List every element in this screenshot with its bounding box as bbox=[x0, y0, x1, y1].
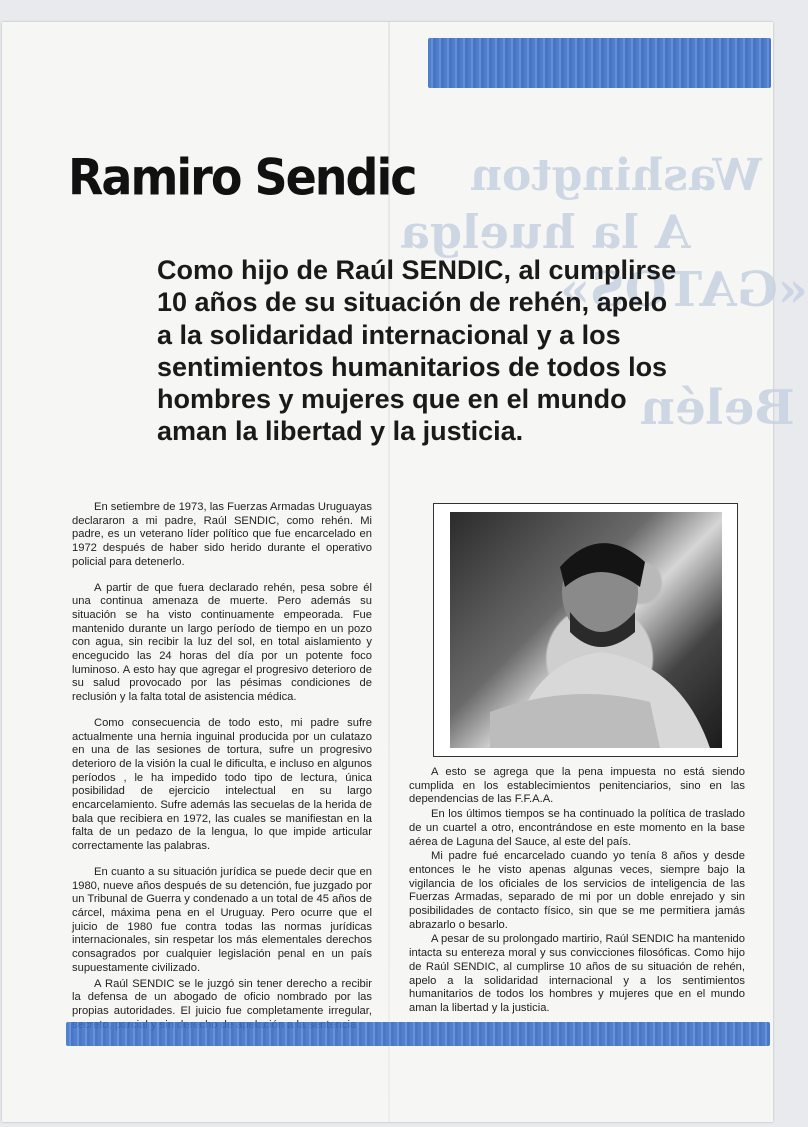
decorative-blue-band bbox=[66, 1022, 770, 1046]
left-text-column bbox=[72, 501, 372, 1044]
right-text-column bbox=[409, 766, 745, 1017]
bleed-through-text: Belén bbox=[640, 380, 795, 436]
portrait-sketch bbox=[450, 512, 722, 748]
bleed-through-text: Washington bbox=[470, 150, 762, 201]
paragraph: A esto se agrega que la pena impuesta no está siendo cumplida en los establecimientos penitenciarios, sino en las dependencias de las F.F.A.A. bbox=[409, 766, 745, 806]
headline: Como hijo de Raúl SENDIC, al cumplirse 10 años de su situación de rehén, apelo a la solidaridad internacional y a los sentimientos humanitarios de todos los hombres y mujeres que en el mundo aman la libertad y la justicia. bbox=[157, 255, 677, 447]
bleed-through-text: «GATOS» bbox=[560, 262, 808, 318]
paragraph: En setiembre de 1973, las Fuerzas Armadas Uruguayas declararon a mi padre, Raúl SENDIC, como rehén. Mi padre, es un veterano líder político que fue encarcelado en 1972 después de haber sido herido durante el operativo policial para detenerlo. bbox=[72, 501, 372, 568]
bleed-through-text: A la huelga bbox=[400, 205, 691, 259]
paragraph: En cuanto a su situación jurídica se puede decir que en 1980, nueve años después de su detención, fue juzgado por un Tribunal de Guerra y condenado a un total de 45 años de cárcel, máxima pena en el Uruguay. Pero ocurre que el juicio de 1980 fue contra todas las normas jurídicas internacionales, sin respetar los más elementales derechos consagrados por cualquier legislación penal en un país supuestamente civilizado. bbox=[72, 865, 372, 974]
paragraph: A partir de que fuera declarado rehén, pesa sobre él una continua amenaza de muerte. Pero además su situación se ha visto continuamente empeorada. Fue mantenido durante un largo período de tiempo en un pozo con agua, sin recibir la luz del sol, en total aislamiento y encegucido las 24 horas del día por un potente foco luminoso. A esto hay que agregar el progresivo deterioro de su salud provocado por las pésimas condiciones de reclusión y la falta total de asistencia médica. bbox=[72, 581, 372, 704]
paragraph: Mi padre fué encarcelado cuando yo tenía 8 años y desde entonces le he visto apenas algunas veces, siempre bajo la vigilancia de los oficiales de los servicios de inteligencia de las Fuerzas Armadas, separado de mi por un doble enrejado y sin posibilidades de contacto físico, sin que se me permitiera jamás abrazarlo o besarlo. bbox=[409, 850, 745, 931]
photo-frame bbox=[433, 503, 738, 757]
paragraph: A Raúl SENDIC se le juzgó sin tener derecho a recibir la defensa de un abogado de oficio nombrado por las propias autoridades. El juicio fue completamente irregular, bbox=[72, 977, 372, 1017]
paragraph: A pesar de su prolongado martirio, Raúl SENDIC ha mantenido intacta su entereza moral y sus convicciones filosóficas. Como hijo de Raúl SENDIC, al cumplirse 10 años de su situación de rehén, apelo a la solidaridad internacional y a los sentimientos humanitarios de todos los hombres y mujeres que en el mundo aman la libertad y la justicia. bbox=[409, 933, 745, 1014]
article-title: Ramiro Sendic bbox=[68, 147, 416, 207]
paragraph: Como consecuencia de todo esto, mi padre sufre actualmente una hernia inguinal producida por un culatazo en una de las sesiones de tortura, sufre un progresivo deterioro de la visión la cual le dificulta, e incluso en algunos períodos , le ha impedido todo tipo de lectura, única posibilidad de ejercicio intelectual en su largo encarcelamiento. Sufre además las secuelas de la herida de bala que recibiera en 1972, las cuales se manifiestan en la falta de un pedazo de la lengua, lo que impide articular correctamente las palabras. bbox=[72, 716, 372, 853]
decorative-blue-band bbox=[428, 38, 771, 88]
portrait-photo bbox=[450, 512, 722, 748]
paragraph: En los últimos tiempos se ha continuado la política de traslado de un cuartel a otro, encontrándose en este momento en la base aérea de Laguna del Sauce, al este del país. bbox=[409, 808, 745, 848]
